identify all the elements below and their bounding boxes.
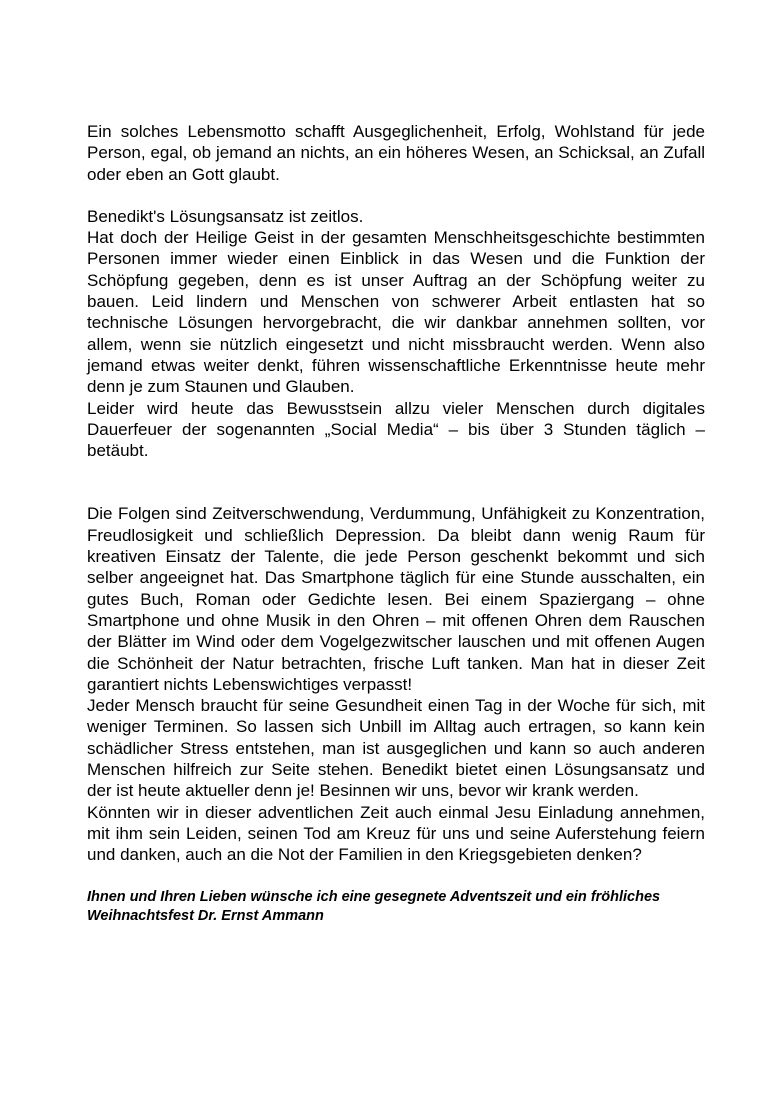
- closing-greeting: Ihnen und Ihren Lieben wünsche ich eine gesegnete Adventszeit und ein fröhliches Weihnachtsfest Dr. Ernst Ammann: [87, 888, 661, 924]
- paragraph-advent: Könnten wir in dieser adventlichen Zeit auch einmal Jesu Einladung annehmen, mit ihm sein Leiden, seinen Tod am Kreuz für uns und seine Auferstehung feiern und danken, auch an die Not der Familien in den Kriegsgebieten denken?: [87, 802, 705, 865]
- paragraph-spacer: [87, 866, 705, 888]
- paragraph-social-media: Leider wird heute das Bewusstsein allzu vieler Menschen durch digitales Dauerfeuer der sogenannten „Social Media“ – bis über 3 Stunden täglich – betäubt.: [87, 398, 705, 461]
- paragraph-spacer: [87, 461, 705, 503]
- paragraph-heiliger-geist: Hat doch der Heilige Geist in der gesamten Menschheitsgeschichte bestimmten Personen immer wieder einen Einblick in das Wesen und die Funktion der Schöpfung gegeben, denn es ist unser Auftrag an der Schöpfung weiter zu bauen. Leid lindern und Menschen von schwerer Arbeit entlasten hat so technische Lösungen hervorgebracht, die wir dankbar annehmen sollten, vor allem, wenn sie nützlich eingesetzt und nicht missbraucht werden. Wenn also jemand etwas weiter denkt, führen wissenschaftliche Erkenntnisse heute mehr denn je zum Staunen und Glauben.: [87, 228, 705, 397]
- paragraph-spacer: [87, 185, 705, 206]
- paragraph-folgen: Die Folgen sind Zeitverschwendung, Verdummung, Unfähigkeit zu Konzentration, Freudlosigkeit und schließlich Depression. Da bleibt dann wenig Raum für kreativen Einsatz der Talente, die jede Person geschenkt bekommt und sich selber angeeignet hat. Das Smartphone täglich für eine Stunde ausschalten, ein gutes Buch, Roman oder Gedichte lesen. Bei einem Spaziergang – ohne Smartphone und ohne Musik in den Ohren – mit offenen Ohren dem Rauschen der Blätter im Wind oder dem Vogelgezwitscher lauschen und mit offenen Augen die Schönheit der Natur betrachten, frische Luft tanken. Man hat in dieser Zeit garantiert nichts Lebenswichtiges verpasst!: [87, 504, 705, 694]
- paragraph-gesundheit: Jeder Mensch braucht für seine Gesundheit einen Tag in der Woche für sich, mit weniger Terminen. So lassen sich Unbill im Alltag auch ertragen, so kann kein schädlicher Stress entstehen, man ist ausgeglichen und kann so auch anderen Menschen hilfreich zur Seite stehen. Benedikt bietet einen Lösungsansatz und der ist heute aktueller denn je! Besinnen wir uns, bevor wir krank werden.: [87, 696, 705, 801]
- document-page: [87, 121, 705, 926]
- paragraph-lebensmotto: Ein solches Lebensmotto schafft Ausgeglichenheit, Erfolg, Wohlstand für jede Person, egal, ob jemand an nichts, an ein höheres Wesen, an Schicksal, an Zufall oder eben an Gott glaubt.: [87, 122, 705, 184]
- paragraph-loesungsansatz: Benedikt's Lösungsansatz ist zeitlos.: [87, 206, 364, 226]
